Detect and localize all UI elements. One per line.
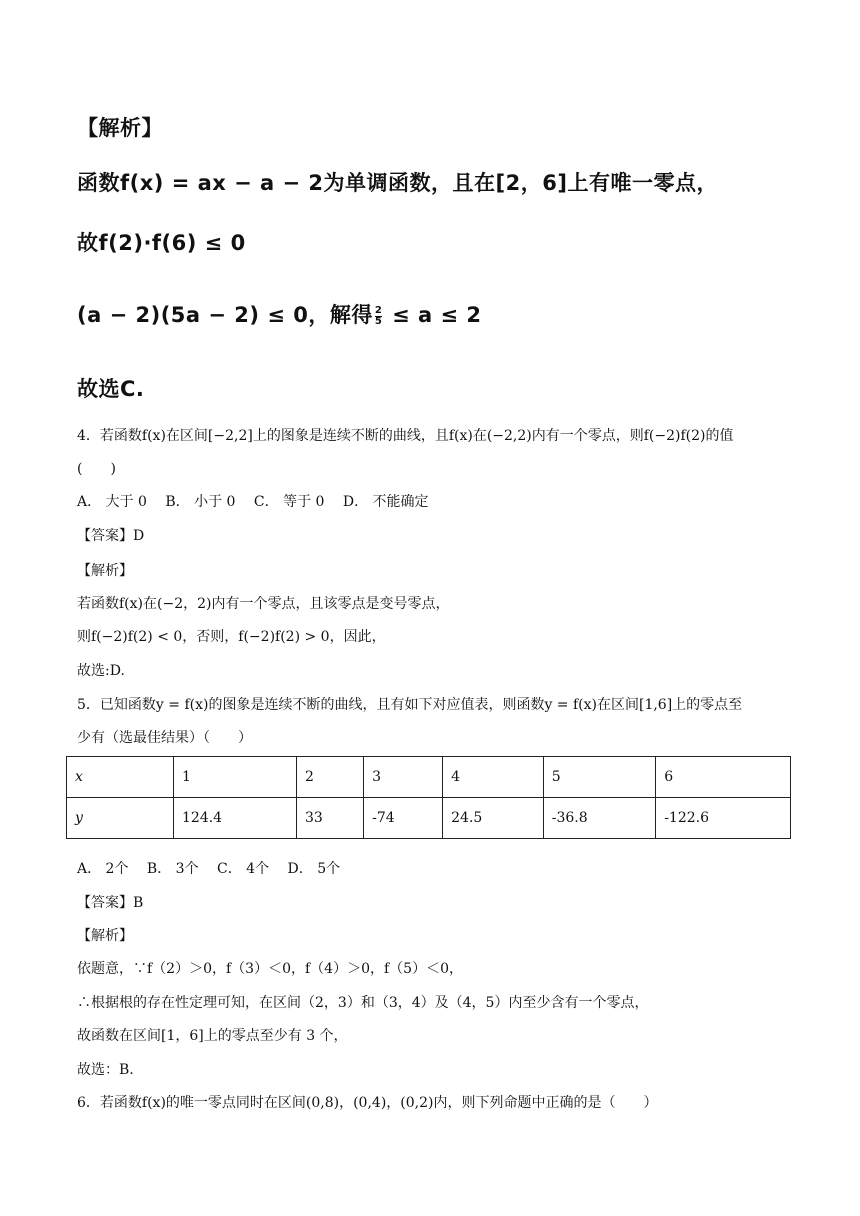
analysis-line-2: 故f(2)·f(6) ≤ 0 (77, 231, 246, 255)
analysis-line-4: 故选C. (77, 377, 145, 401)
q4-stem-line-1: 4．若函数f(x)在区间[−2,2]上的图象是连续不断的曲线，且f(x)在(−2,2)内有一个零点，则f(−2)f(2)的值 (77, 428, 734, 444)
q4-analysis-line-1: 若函数f(x)在(−2，2)内有一个零点，且该零点是变号零点， (77, 596, 450, 612)
analysis-line-3-pre: (a − 2)(5a − 2) ≤ 0，解得 (77, 303, 373, 327)
analysis-heading: 【解析】 (77, 116, 163, 140)
table-cell: 3 (364, 757, 443, 798)
table-cell: 5 (543, 757, 655, 798)
table-cell: 24.5 (443, 798, 544, 839)
q4-analysis-line-3: 故选:D. (77, 663, 125, 679)
fraction-numerator: 2 (374, 304, 383, 316)
fraction (375, 306, 382, 327)
q5-analysis-line-2: ∴根据根的存在性定理可知，在区间（2，3）和（3，4）及（4，5）内至少含有一个零点， (77, 995, 649, 1011)
table-cell: 1 (174, 757, 297, 798)
table-cell: -74 (364, 798, 443, 839)
q5-analysis-line-4: 故选：B. (77, 1062, 134, 1078)
q5-analysis-title: 【解析】 (77, 928, 133, 944)
q4-stem-line-2: ( ) (77, 461, 116, 477)
q4-options: A． 大于 0 B． 小于 0 C． 等于 0 D． 不能确定 (77, 494, 429, 510)
q5-analysis-line-1: 依题意，∵f（2）＞0，f（3）＜0，f（4）＞0，f（5）＜0， (77, 961, 463, 977)
q5-stem-line-1: 5．已知函数y = f(x)的图象是连续不断的曲线，且有如下对应值表，则函数y = f(x)在区间[1,6]上的零点至 (77, 697, 743, 713)
table-row-y (67, 798, 791, 839)
values-table (66, 756, 791, 839)
q5-options: A． 2个 B． 3个 C． 4个 D． 5个 (77, 861, 341, 877)
q5-answer: 【答案】B (77, 895, 144, 911)
analysis-line-3 (77, 299, 482, 329)
q4-analysis-title: 【解析】 (77, 563, 133, 579)
table-header-x: x (67, 757, 174, 798)
table-cell: 33 (296, 798, 363, 839)
table-cell: -122.6 (656, 798, 791, 839)
table-cell: -36.8 (543, 798, 655, 839)
table-header-y: y (67, 798, 174, 839)
q6-stem: 6．若函数f(x)的唯一零点同时在区间(0,8)，(0,4)，(0,2)内，则下列命题中正确的是（ ） (77, 1095, 658, 1111)
table-cell: 124.4 (174, 798, 297, 839)
analysis-line-1: 函数f(x) = ax − a − 2为单调函数，且在[2，6]上有唯一零点， (77, 171, 718, 195)
q4-analysis-line-2: 则f(−2)f(2) < 0，否则，f(−2)f(2) > 0，因此， (77, 629, 386, 645)
q5-stem-line-2: 少有（选最佳结果）（ ） (77, 730, 252, 746)
table-cell: 2 (296, 757, 363, 798)
analysis-line-3-post: ≤ a ≤ 2 (384, 303, 482, 327)
table-cell: 6 (656, 757, 791, 798)
q4-answer: 【答案】D (77, 528, 145, 544)
table-cell: 4 (443, 757, 544, 798)
table-row-x (67, 757, 791, 798)
q5-analysis-line-3: 故函数在区间[1，6]上的零点至少有 3 个， (77, 1028, 348, 1044)
fraction-denominator: 5 (374, 315, 383, 327)
